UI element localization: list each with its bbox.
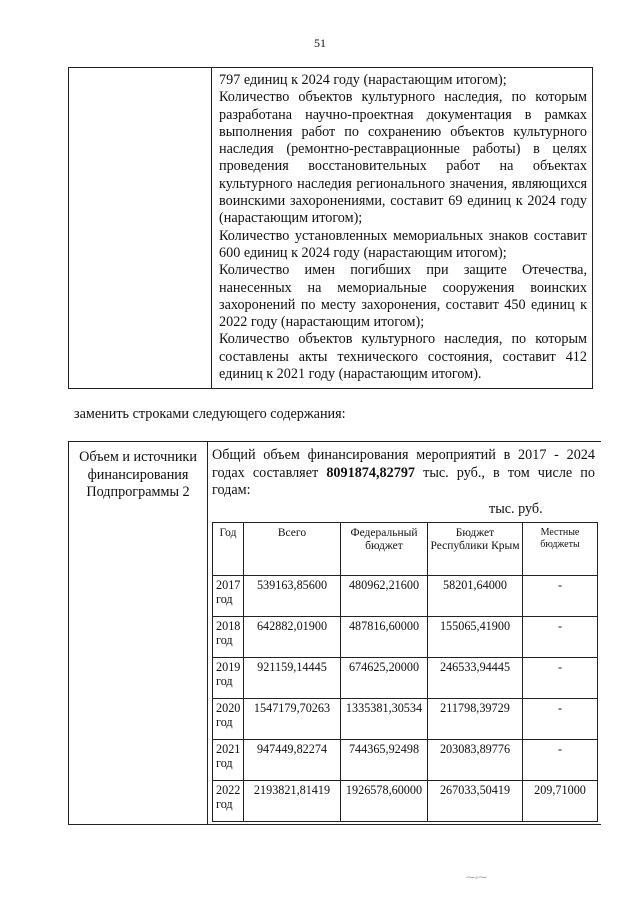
column-divider [207, 442, 208, 824]
cell-total: 947449,82274 [244, 740, 341, 781]
continuation-table [68, 67, 593, 389]
cell-regional: 246533,94445 [428, 658, 523, 699]
cell-regional: 155065,41900 [428, 617, 523, 658]
indicator-paragraph: Количество объектов культурного наследия, по которым разработана научно-проектная документация в рамках выполнения работ по сохранению объектов культурного наследия (ремонтно-реставрационные работы) в целях проведения восстановительных работ на объектах культурного наследия регионального значения, являющихся воинскими захоронениями, составит 69 единиц к 2024 году (нарастающим итогом); [219, 89, 587, 227]
cell-federal: 674625,20000 [341, 658, 428, 699]
scan-mark-icon: ⁓⸗⁓ [466, 872, 487, 882]
cell-local: - [523, 699, 598, 740]
header-total: Всего [244, 523, 341, 576]
indicator-paragraph: Количество объектов культурного наследия, по которым составлены акты технического состояния, составит 412 единиц к 2021 году (нарастающим итогом). [219, 331, 587, 383]
cell-local: 209,71000 [523, 781, 598, 822]
cell-local: - [523, 617, 598, 658]
cell-year: 2019 год [213, 658, 244, 699]
cell-year: 2021 год [213, 740, 244, 781]
cell-federal: 480962,21600 [341, 576, 428, 617]
table-row [213, 617, 598, 658]
page-number: 51 [314, 36, 326, 50]
header-row [213, 523, 598, 576]
finance-label: Объем и источники финансирования Подпрограммы 2 [79, 449, 197, 500]
indicator-paragraph: Количество установленных мемориальных знаков составит 600 единиц к 2024 году (нарастающим итогом); [219, 227, 587, 261]
table-row [213, 740, 598, 781]
cell-year: 2022 год [213, 781, 244, 822]
cell-total: 1547179,70263 [244, 699, 341, 740]
cell-regional: 211798,39729 [428, 699, 523, 740]
table-row [213, 781, 598, 822]
total-amount: 8091874,82797 [326, 464, 415, 481]
cell-regional: 58201,64000 [428, 576, 523, 617]
header-federal: Федеральный бюджет [341, 523, 428, 576]
indicators-cell [219, 72, 587, 383]
finance-intro [212, 447, 595, 500]
units-label: тыс. руб. [489, 501, 543, 517]
cell-total: 539163,85600 [244, 576, 341, 617]
header-year: Год [213, 523, 244, 576]
table-row [213, 576, 598, 617]
indicator-paragraph: Количество имен погибших при защите Отечества, нанесенных на мемориальные сооружения воинских захоронений по месту захоронения, составит 450 единиц к 2022 году (нарастающим итогом); [219, 262, 587, 331]
cell-year: 2017 год [213, 576, 244, 617]
cell-year: 2018 год [213, 617, 244, 658]
intro-text-tail: тыс. руб., в том числе по годам: [212, 464, 595, 498]
cell-federal: 1335381,30534 [341, 699, 428, 740]
cell-total: 921159,14445 [244, 658, 341, 699]
header-regional: Бюджет Республики Крым [428, 523, 523, 576]
replace-instruction: заменить строками следующего содержания: [74, 406, 346, 422]
cell-federal: 744365,92498 [341, 740, 428, 781]
intro-text: Общий объем финансирования мероприятий в 2017 - 2024 годах составляет [212, 447, 595, 481]
cell-regional: 203083,89776 [428, 740, 523, 781]
cell-local: - [523, 576, 598, 617]
cell-year: 2020 год [213, 699, 244, 740]
header-local: Местные бюджеты [523, 523, 598, 576]
cell-federal: 1926578,60000 [341, 781, 428, 822]
column-divider [211, 68, 212, 388]
finance-table [68, 441, 601, 825]
indicator-paragraph: 797 единиц к 2024 году (нарастающим итогом); [219, 72, 507, 88]
table-row [213, 699, 598, 740]
cell-local: - [523, 658, 598, 699]
cell-total: 2193821,81419 [244, 781, 341, 822]
cell-total: 642882,01900 [244, 617, 341, 658]
cell-federal: 487816,60000 [341, 617, 428, 658]
cell-regional: 267033,50419 [428, 781, 523, 822]
yearly-finance-table [212, 522, 598, 822]
cell-local: - [523, 740, 598, 781]
table-row [213, 658, 598, 699]
